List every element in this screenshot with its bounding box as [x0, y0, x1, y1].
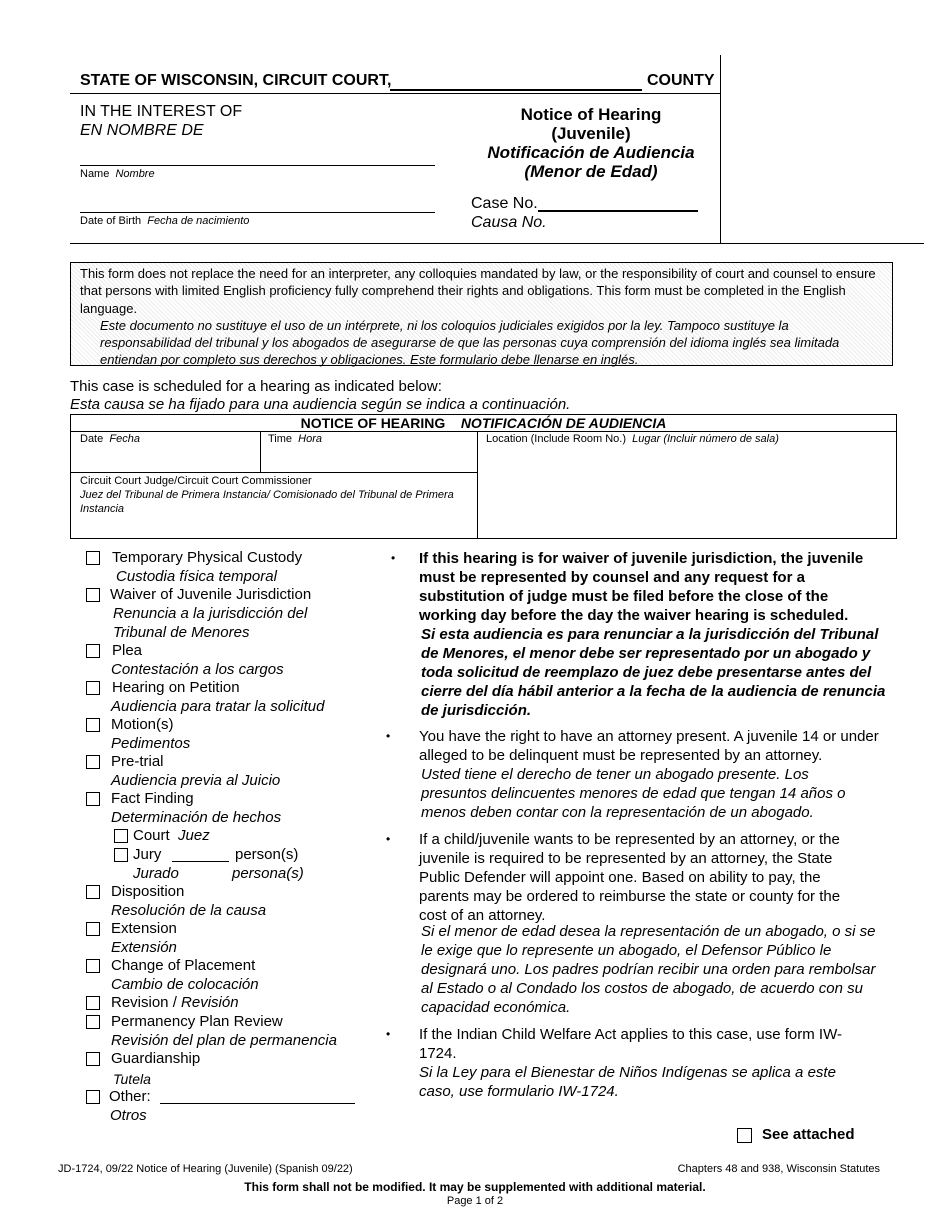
name-label: Name Nombre	[80, 168, 155, 180]
checkbox-motions[interactable]	[86, 718, 100, 732]
option-label-es: Tutela	[113, 1071, 151, 1087]
header-vertical-divider	[720, 55, 721, 243]
court-label: Court Juez	[133, 827, 210, 844]
option-label: Plea	[112, 642, 143, 659]
time-field[interactable]: Time Hora	[268, 433, 323, 445]
bullet-icwa: If the Indian Child Welfare Act applies to this case, use form IW-1724.	[419, 1026, 842, 1062]
county-label: COUNTY	[647, 72, 715, 89]
checkbox-temporary-physical-custody[interactable]	[86, 551, 100, 565]
bullet-waiver-notice: If this hearing is for waiver of juvenile jurisdiction, the juvenile must be represented by counsel and any request for a substitution of judge must be filed before the close of the working day before the day the waiver hearing is scheduled.	[419, 550, 864, 624]
checkbox-permanency-plan-review[interactable]	[86, 1015, 100, 1029]
bullet-icwa-es: Si la Ley para el Bienestar de Niños Indígenas se aplica a este caso, use formulario IW-1724.	[419, 1064, 836, 1100]
date-field[interactable]: Date Fecha	[80, 433, 140, 445]
checkbox-disposition[interactable]	[86, 885, 100, 899]
scheduled-text-es: Esta causa se ha fijado para una audiencia según se indica a continuación.	[70, 396, 571, 413]
option-label: Other:	[109, 1088, 151, 1105]
option-label-es: Extensión	[111, 939, 177, 956]
bullet-waiver-notice-es: Si esta audiencia es para renunciar a la jurisdicción del Tribunal de Menores, el menor debe ser representado por un abogado y toda solicitud de reemplazo de juez debe presentarse antes del cierre del día hábil anterior a la fecha de la audiencia de renuncia de jurisdicción.	[421, 626, 886, 719]
option-label-es: Otros	[110, 1107, 147, 1124]
checkbox-see-attached[interactable]	[737, 1128, 752, 1143]
interest-label: IN THE INTEREST OF	[80, 103, 243, 120]
header-rule	[70, 93, 721, 94]
option-label: Guardianship	[111, 1050, 201, 1067]
option-label-es: Audiencia previa al Juicio	[111, 772, 281, 789]
form-id: JD-1724, 09/22 Notice of Hearing (Juvenile) (Spanish 09/22)	[58, 1163, 353, 1175]
bullet-marker: •	[391, 551, 396, 565]
bullet-marker: •	[386, 1027, 391, 1041]
name-field[interactable]	[80, 165, 435, 166]
checkbox-waiver-juvenile-jurisdiction[interactable]	[86, 588, 100, 602]
bullet-marker: •	[386, 832, 391, 846]
option-label-es: Tribunal de Menores	[113, 624, 250, 641]
option-label: Hearing on Petition	[112, 679, 240, 696]
bullet-attorney-right: You have the right to have an attorney present. A juvenile 14 or under alleged to be delinquent must be represented by an attorney.	[419, 728, 879, 764]
option-label-es: Renuncia a la jurisdicción del	[113, 605, 308, 622]
option-label: Temporary Physical Custody	[112, 549, 303, 566]
option-label: Motion(s)	[111, 716, 174, 733]
option-label-es: Cambio de colocación	[111, 976, 259, 993]
option-label-es: Contestación a los cargos	[111, 661, 284, 678]
header-bottom-rule	[70, 243, 924, 244]
other-field[interactable]	[160, 1103, 355, 1104]
see-attached-label: See attached	[762, 1126, 855, 1143]
disclaimer-box	[70, 262, 893, 366]
checkbox-guardianship[interactable]	[86, 1052, 100, 1066]
option-label: Revision / Revisión	[111, 994, 239, 1011]
jury-persons-field[interactable]	[172, 861, 229, 862]
option-label-es: Determinación de hechos	[111, 809, 282, 826]
hearing-table-title: NOTICE OF HEARING NOTIFICACIÓN DE AUDIENCIA	[70, 414, 897, 432]
table-date-time-divider	[260, 431, 261, 473]
case-no-label: Case No.	[471, 195, 538, 212]
bullet-marker: •	[386, 729, 391, 743]
state-court-label: STATE OF WISCONSIN, CIRCUIT COURT,	[80, 72, 392, 89]
modification-notice: This form shall not be modified. It may be supplemented with additional material.	[244, 1180, 706, 1194]
checkbox-change-of-placement[interactable]	[86, 959, 100, 973]
bullet-public-defender: If a child/juvenile wants to be represented by an attorney, or the juvenile is required to be represented by an attorney, the State Public Defender will appoint one. Based on ability to pay, the parents may be ordered to reimburse the state or county for the cost of an attorney.	[419, 831, 841, 924]
option-label: Change of Placement	[111, 957, 256, 974]
option-label: Extension	[111, 920, 177, 937]
option-label-es: Audiencia para tratar la solicitud	[111, 698, 325, 715]
table-row-divider	[70, 472, 478, 473]
checkbox-fact-finding[interactable]	[86, 792, 100, 806]
checkbox-hearing-on-petition[interactable]	[86, 681, 100, 695]
checkbox-court[interactable]	[114, 829, 128, 843]
checkbox-plea[interactable]	[86, 644, 100, 658]
bullet-attorney-right-es: Usted tiene el derecho de tener un abogado presente. Los presuntos delincuentes menores de edad que tengan 14 años o menos deben contar con la representación de un abogado.	[421, 766, 846, 821]
option-label-es: Custodia física temporal	[116, 568, 277, 585]
option-label-es: Revisión del plan de permanencia	[111, 1032, 337, 1049]
checkbox-extension[interactable]	[86, 922, 100, 936]
statutes-reference: Chapters 48 and 938, Wisconsin Statutes	[677, 1163, 880, 1175]
persons-label: person(s)	[235, 846, 299, 863]
option-label: Fact Finding	[111, 790, 194, 807]
table-col-divider	[477, 431, 478, 539]
case-no-label-es: Causa No.	[471, 214, 547, 231]
checkbox-jury[interactable]	[114, 848, 128, 862]
dob-label: Date of Birth Fecha de nacimiento	[80, 215, 250, 227]
scheduled-text: This case is scheduled for a hearing as indicated below:	[70, 378, 442, 395]
case-no-field[interactable]	[538, 210, 698, 212]
county-name-field[interactable]	[390, 89, 642, 91]
option-label: Pre-trial	[111, 753, 164, 770]
option-label-es: Resolución de la causa	[111, 902, 267, 919]
bullet-public-defender-es: Si el menor de edad desea la representación de un abogado, o si se le exige que lo represente un abogado, el Defensor Público le designará uno. Los padres podrían recibir una orden para rembolsar al Estado o al Condado los costos de abogado, de acuerdo con su capacidad económica.	[421, 923, 876, 1016]
jury-label-es: Jurado	[133, 865, 179, 882]
checkbox-other[interactable]	[86, 1090, 100, 1104]
option-label: Permanency Plan Review	[111, 1013, 283, 1030]
form-title: Notice of Hearing (Juvenile) Notificación de Audiencia (Menor de Edad)	[487, 105, 695, 181]
disclaimer-text: This form does not replace the need for an interpreter, any colloquies mandated by law, or the responsibility of court and counsel to ensure that persons with limited English proficiency fully comprehend their rights and obligations. This form must be completed in the English language.	[80, 266, 876, 316]
option-label: Disposition	[111, 883, 185, 900]
checkbox-revision[interactable]	[86, 996, 100, 1010]
option-label: Waiver of Juvenile Jurisdiction	[110, 586, 312, 603]
interest-label-es: EN NOMBRE DE	[80, 122, 204, 139]
location-field[interactable]: Location (Include Room No.) Lugar (Incluir número de sala)	[486, 433, 779, 445]
judge-field[interactable]: Circuit Court Judge/Circuit Court Commissioner Juez del Tribunal de Primera Instancia/ Comisionado del Tribunal de Primera Instancia	[80, 475, 454, 515]
persons-label-es: persona(s)	[232, 865, 304, 882]
disclaimer-text-es: Este documento no sustituye el uso de un intérprete, ni los coloquios judiciales exigidos por la ley. Tampoco sustituye la responsabilidad del tribunal y los abogados de asegurarse de que las personas cuya comprensión del idioma inglés sea limitada entiendan por completo sus derechos y obligaciones. Este formulario debe llenarse en inglés.	[100, 317, 840, 368]
checkbox-pre-trial[interactable]	[86, 755, 100, 769]
page-number: Page 1 of 2	[446, 1195, 504, 1207]
jury-label: Jury	[133, 846, 162, 863]
dob-field[interactable]	[80, 212, 435, 213]
option-label-es: Pedimentos	[111, 735, 191, 752]
